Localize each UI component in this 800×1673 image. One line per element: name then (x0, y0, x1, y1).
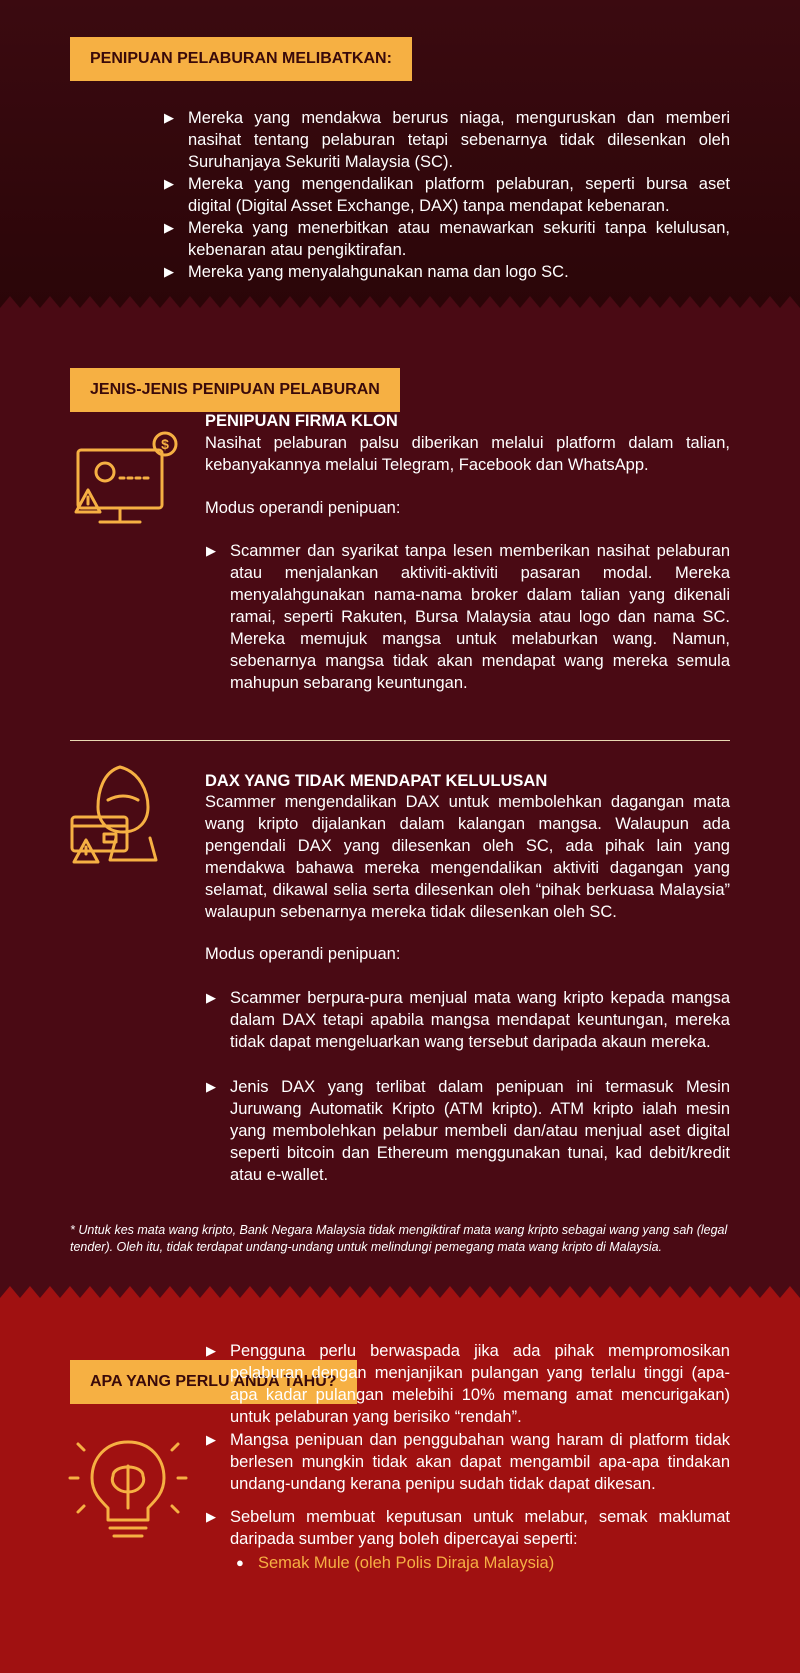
klon-desc: Nasihat pelaburan palsu diberikan melalui platform dalam talian, kebanyakannya melalui Telegram, Facebook dan WhatsApp. (205, 434, 730, 474)
section-heading: PENIPUAN PELABURAN MELIBATKAN: (70, 37, 412, 81)
section-heading: JENIS-JENIS PENIPUAN PELABURAN (70, 368, 400, 412)
modus-label: Modus operandi penipuan: (205, 499, 401, 517)
arrow-icon: ▶ (164, 176, 174, 191)
divider (70, 740, 730, 741)
section-apa-perlu-tahu (0, 1300, 800, 1673)
section-penipuan-melibatkan (0, 0, 800, 320)
dax-desc: Scammer mengendalikan DAX untuk membolehkan dagangan mata wang kripto dijalankan dalam kalangan mangsa. Walaupun ada pengendali DAX yang dilesenkan oleh SC, ada pihak lain yang mendakwa bahawa mereka mengendalikan aktiviti dagangan yang selamat, dikawal selia serta dilesenkan oleh “pihak berkuasa Malaysia” walaupun sebenarnya mereka tidak dilesenkan oleh SC. (205, 793, 730, 921)
arrow-icon: ▶ (206, 1343, 216, 1358)
arrow-icon: ▶ (206, 1079, 216, 1094)
dax-title: DAX YANG TIDAK MENDAPAT KELULUSAN (205, 772, 548, 790)
arrow-icon: ▶ (206, 1432, 216, 1447)
semak-mule-link[interactable]: ● Semak Mule (oleh Polis Diraja Malaysia) (236, 1554, 555, 1572)
list-item: ▶ Mereka yang mendakwa berurus niaga, menguruskan dan memberi nasihat tentang pelaburan tetapi sebenarnya tidak dilesenkan oleh Suruhanjaya Sekuriti Malaysia (SC). (164, 109, 730, 171)
list-item: ▶ Pengguna perlu berwaspada jika ada pihak mempromosikan pelaburan dengan menjanjikan pulangan yang terlalu tinggi (apa-apa kadar pulangan melebihi 10% memang amat mencurigakan) untuk pelaburan yang berisiko “rendah”. (206, 1342, 730, 1426)
arrow-icon: ▶ (164, 110, 174, 125)
arrow-icon: ▶ (206, 543, 216, 558)
zigzag-divider (0, 296, 800, 320)
list-item: ▶ Jenis DAX yang terlibat dalam penipuan ini termasuk Mesin Juruwang Automatik Kripto (ATM kripto). ATM kripto ialah mesin yang membolehkan pelabur membeli dan/atau menjual aset digital seperti bitcoin dan Ethereum menggunakan tunai, kad debit/kredit atau e-wallet. (206, 1078, 730, 1184)
list-item: ▶ Scammer dan syarikat tanpa lesen memberikan nasihat pelaburan atau menjalankan aktiviti-aktiviti pasaran modal. Mereka menyalahgunakan nama-nama broker dalam talian yang dikenali ramai, seperti Rakuten, Bursa Malaysia atau logo dan nama SC. Mereka memujuk mangsa untuk melaburkan wang. Namun, sebenarnya mangsa tidak akan mendapat wang mereka semula mahupun sebarang keuntungan. (206, 542, 730, 692)
monitor-scam-icon (70, 430, 180, 535)
arrow-icon: ▶ (206, 1509, 216, 1524)
list-item: ▶ Mereka yang mengendalikan platform pelaburan, seperti bursa aset digital (Digital Asset Exchange, DAX) tanpa mendapat kebenaran. (164, 175, 730, 215)
hacker-card-icon (68, 762, 178, 872)
list-item: ▶ Mereka yang menyalahgunakan nama dan logo SC. (164, 263, 569, 281)
list-item: ▶ Scammer berpura-pura menjual mata wang kripto kepada mangsa dalam DAX tetapi apabila mangsa mendapat keuntungan, mereka tidak dapat mengeluarkan wang tersebut daripada akaun mereka. (206, 989, 730, 1051)
lightbulb-brain-icon (68, 1428, 188, 1548)
section-heading: APA YANG PERLU ANDA TAHU? (70, 1360, 357, 1404)
arrow-icon: ▶ (164, 264, 174, 279)
arrow-icon: ▶ (164, 220, 174, 235)
modus-label: Modus operandi penipuan: (205, 945, 401, 963)
list-item: ▶ Sebelum membuat keputusan untuk melabur, semak maklumat daripada sumber yang boleh dipercayai seperti: (206, 1508, 730, 1548)
footnote: * Untuk kes mata wang kripto, Bank Negara Malaysia tidak mengiktiraf mata wang kripto sebagai wang yang sah (legal tender). Oleh itu, tidak terdapat undang-undang untuk melindungi pemegang mata wang kripto di Malaysia. (70, 1223, 728, 1254)
list-item: ▶ Mangsa penipuan dan penggubahan wang haram di platform tidak berlesen mungkin tidak akan dapat mengambil apa-apa tindakan undang-undang kerana penipu sudah tidak dapat dikesan. (206, 1431, 730, 1493)
svg-text:$: $ (161, 436, 169, 452)
zigzag-divider (0, 1286, 800, 1310)
list-item: ▶ Mereka yang menerbitkan atau menawarkan sekuriti tanpa kelulusan, kebenaran atau pengiktirafan. (164, 219, 730, 259)
arrow-icon: ▶ (206, 990, 216, 1005)
section-jenis-penipuan (0, 310, 800, 1310)
bullet-icon: ● (236, 1555, 244, 1570)
klon-title: PENIPUAN FIRMA KLON (205, 412, 398, 430)
